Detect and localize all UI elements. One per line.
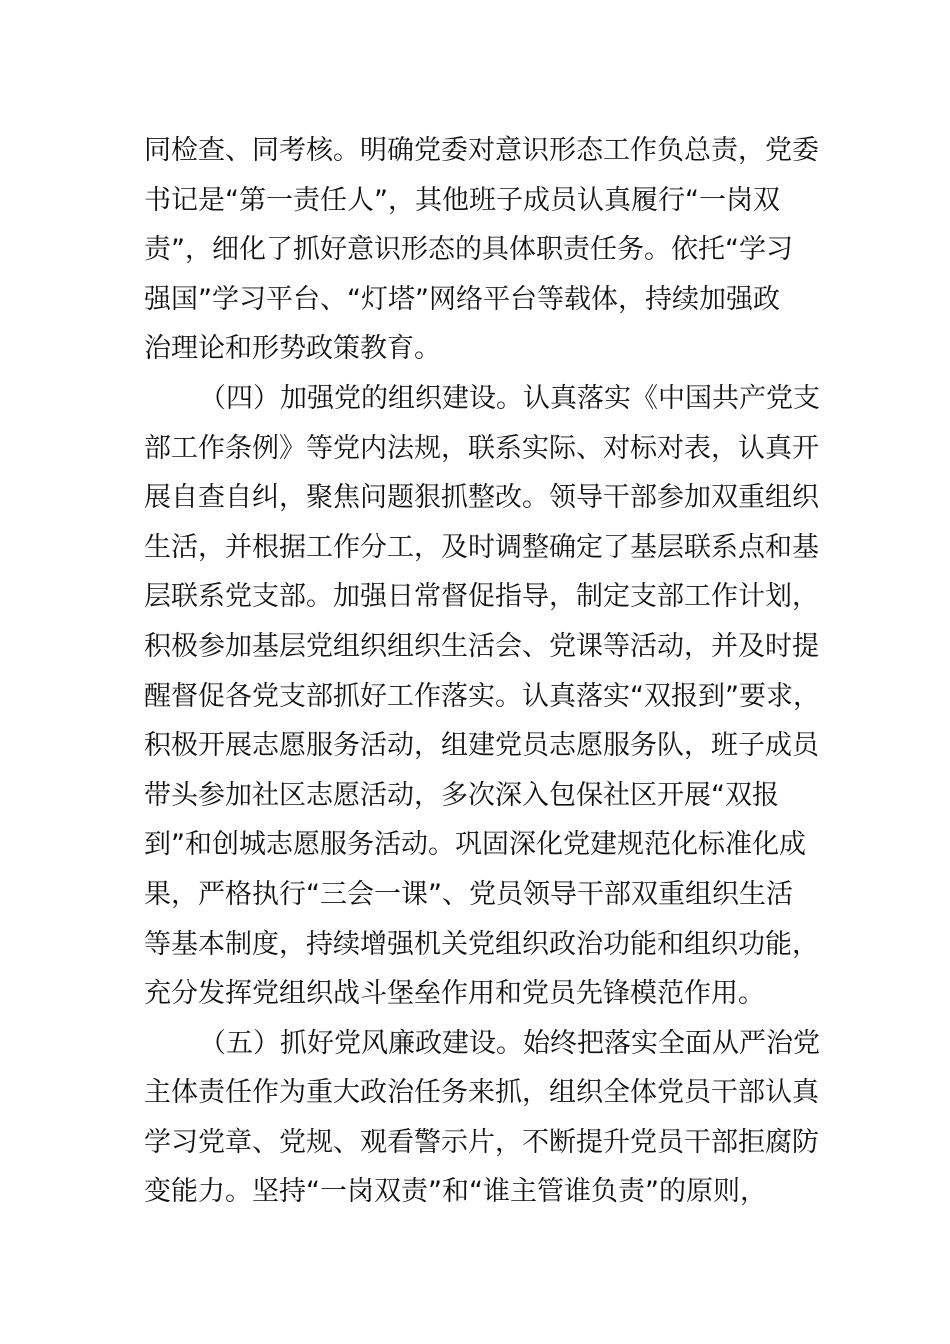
text-line: 治理论和形势政策教育。 <box>144 333 441 365</box>
text-line: 积极参加基层党组织组织生活会、党课等活动，并及时提 <box>144 630 819 662</box>
text-line: 主体责任作为重大政治任务来抓，组织全体党员干部认真 <box>144 1077 819 1109</box>
text-line: 积极开展志愿服务活动，组建党员志愿服务队，班子成员 <box>144 730 819 762</box>
text-line: 责”，细化了抓好意识形态的具体职责任务。依托“学习 <box>144 234 793 266</box>
text-line: 学习党章、党规、观看警示片，不断提升党员干部拒腐防 <box>144 1126 819 1158</box>
text-line: 果，严格执行“三会一课”、党员领导干部双重组织生活 <box>144 878 793 910</box>
text-line: 展自查自纠，聚焦问题狠抓整改。领导干部参加双重组织 <box>144 482 819 514</box>
document-body <box>144 126 820 1217</box>
text-line: 到”和创城志愿服务活动。巩固深化党建规范化标准化成 <box>144 829 806 861</box>
text-line: 书记是“第一责任人”，其他班子成员认真履行“一岗双 <box>144 184 780 216</box>
text-line: 同检查、同考核。明确党委对意识形态工作负总责，党委 <box>144 135 819 166</box>
text-line: 部工作条例》等党内法规，联系实际、对标对表，认真开 <box>144 432 819 464</box>
text-line: 强国”学习平台、“灯塔”网络平台等载体，持续加强政 <box>144 283 780 315</box>
section-heading-line: （五）抓好党风廉政建设。始终把落实全面从严治党 <box>199 1027 820 1059</box>
text-line: 醒督促各党支部抓好工作落实。认真落实“双报到”要求， <box>144 680 820 712</box>
text-line: 生活，并根据工作分工，及时调整确定了基层联系点和基 <box>144 531 819 563</box>
text-line: 充分发挥党组织战斗堡垒作用和党员先锋模范作用。 <box>144 978 765 1010</box>
text-line: 带头参加社区志愿活动，多次深入包保社区开展“双报 <box>144 779 779 811</box>
section-heading-line: （四）加强党的组织建设。认真落实《中国共产党支 <box>199 382 820 414</box>
text-line: 变能力。坚持“一岗双责”和“谁主管谁负责”的原则， <box>144 1176 767 1208</box>
text-line: 等基本制度，持续增强机关党组织政治功能和组织功能， <box>144 928 819 960</box>
text-line: 层联系党支部。加强日常督促指导，制定支部工作计划， <box>144 581 819 613</box>
